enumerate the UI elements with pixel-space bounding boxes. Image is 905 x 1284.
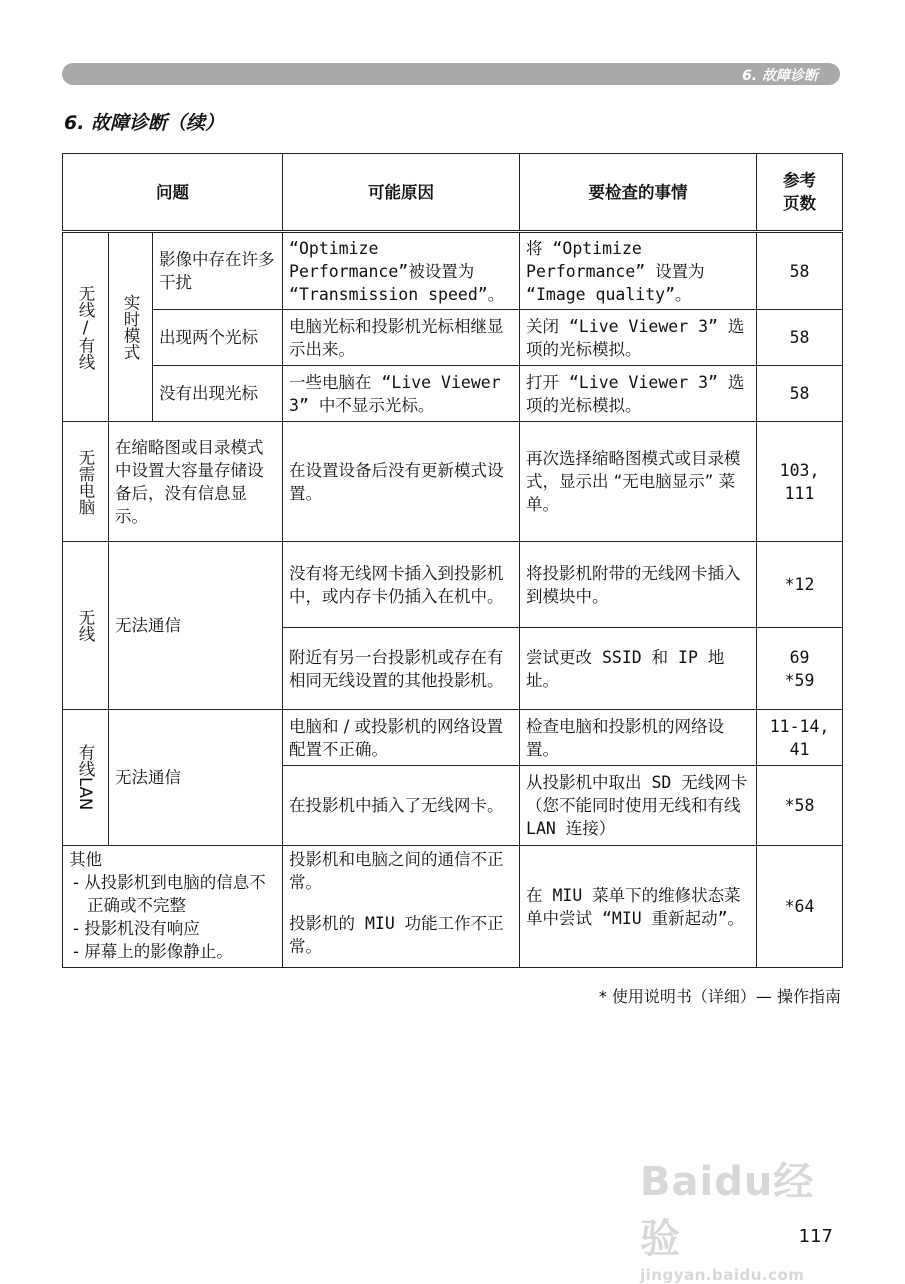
footnote: * 使用说明书（详细）— 操作指南 xyxy=(598,987,841,1006)
cause-cell: 一些电脑在 “Live Viewer 3” 中不显示光标。 xyxy=(283,366,520,422)
table-row xyxy=(63,366,843,422)
problem-cell-other: 其他 - 从投影机到电脑的信息不正确或不完整 - 投影机没有响应 - 屏幕上的影像静止。 xyxy=(63,846,283,968)
check-cell: 关闭 “Live Viewer 3” 选项的光标模拟。 xyxy=(520,310,757,366)
table-row xyxy=(63,232,843,310)
check-cell: 从投影机中取出 SD 无线网卡（您不能同时使用无线和有线 LAN 连接） xyxy=(520,766,757,846)
troubleshooting-table xyxy=(62,153,843,968)
problem-cell: 影像中存在许多干扰 xyxy=(153,232,283,310)
page-cell: *64 xyxy=(757,846,843,968)
check-cell: 尝试更改 SSID 和 IP 地址。 xyxy=(520,628,757,710)
group-label-wireless-wired: 无线/有线 xyxy=(63,232,109,422)
cause-cell: 电脑光标和投影机光标相继显示出来。 xyxy=(283,310,520,366)
problem-cell: 出现两个光标 xyxy=(153,310,283,366)
page-cell: 58 xyxy=(757,232,843,310)
watermark-logo: Baidu经验 xyxy=(640,1159,815,1262)
col-header-page: 参考页数 xyxy=(757,154,843,232)
table-row xyxy=(63,310,843,366)
cause-cell: 附近有另一台投影机或存在有相同无线设置的其他投影机。 xyxy=(283,628,520,710)
page-number: 117 xyxy=(798,1226,833,1247)
page-cell: 58 xyxy=(757,366,843,422)
cause-cell: 没有将无线网卡插入到投影机中，或内存卡仍插入在机中。 xyxy=(283,542,520,628)
check-cell: 将投影机附带的无线网卡插入到模块中。 xyxy=(520,542,757,628)
problem-cell: 在缩略图或目录模式中设置大容量存储设备后，没有信息显示。 xyxy=(109,422,283,542)
page-cell: 58 xyxy=(757,310,843,366)
check-cell: 打开 “Live Viewer 3” 选项的光标模拟。 xyxy=(520,366,757,422)
page-cell: *58 xyxy=(757,766,843,846)
page-cell: *12 xyxy=(757,542,843,628)
group-label-realtime-mode: 实时模式 xyxy=(109,232,153,422)
table-header-row xyxy=(63,154,843,232)
cause-cell: 在投影机中插入了无线网卡。 xyxy=(283,766,520,846)
col-header-problem: 问题 xyxy=(63,154,283,232)
page-cell: 69 *59 xyxy=(757,628,843,710)
group-label-wired-lan: 有线LAN xyxy=(63,710,109,846)
check-cell: 将 “Optimize Performance” 设置为 “Image quality”。 xyxy=(520,232,757,310)
group-label-no-pc: 无需电脑 xyxy=(63,422,109,542)
check-cell: 检查电脑和投影机的网络设置。 xyxy=(520,710,757,766)
col-header-cause: 可能原因 xyxy=(283,154,520,232)
col-header-check: 要检查的事情 xyxy=(520,154,757,232)
watermark-url: jingyan.baidu.com xyxy=(640,1266,805,1284)
other-issues-list xyxy=(69,871,276,963)
check-cell: 在 MIU 菜单下的维修状态菜单中尝试 “MIU 重新起动”。 xyxy=(520,846,757,968)
problem-cell: 无法通信 xyxy=(109,710,283,846)
section-title: 6. 故障诊断（续） xyxy=(64,112,225,134)
table-row xyxy=(63,846,843,968)
chapter-label: 6. 故障诊断 xyxy=(742,68,818,84)
table-row xyxy=(63,422,843,542)
cause-cell: 在设置设备后没有更新模式设置。 xyxy=(283,422,520,542)
list-item: - 屏幕上的影像静止。 xyxy=(73,942,233,961)
problem-cell: 没有出现光标 xyxy=(153,366,283,422)
page-cell: 11-14, 41 xyxy=(757,710,843,766)
cause-cell: 电脑和 / 或投影机的网络设置配置不正确。 xyxy=(283,710,520,766)
page-cell: 103, 111 xyxy=(757,422,843,542)
chapter-header-bar xyxy=(62,63,840,85)
group-label-wireless: 无线 xyxy=(63,542,109,710)
cause-cell: “Optimize Performance”被设置为 “Transmission speed”。 xyxy=(283,232,520,310)
table-row xyxy=(63,542,843,628)
cause-cell: 投影机和电脑之间的通信不正常。 投影机的 MIU 功能工作不正常。 xyxy=(283,846,520,968)
list-item: - 从投影机到电脑的信息不正确或不完整 xyxy=(73,873,266,915)
problem-cell: 无法通信 xyxy=(109,542,283,710)
check-cell: 再次选择缩略图模式或目录模式，显示出 “无电脑显示” 菜单。 xyxy=(520,422,757,542)
list-item: - 投影机没有响应 xyxy=(73,919,200,938)
table-row xyxy=(63,710,843,766)
